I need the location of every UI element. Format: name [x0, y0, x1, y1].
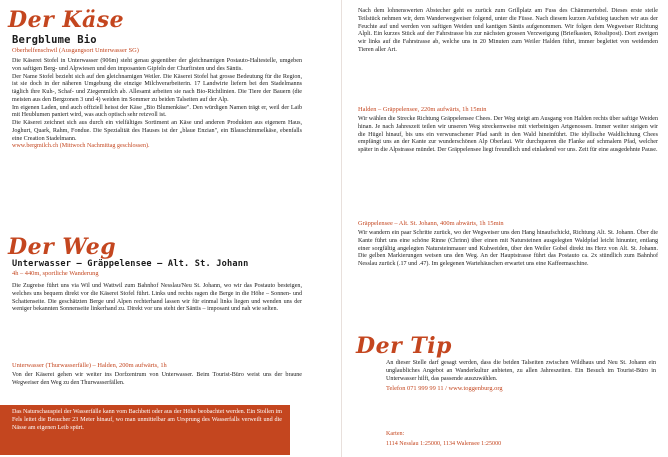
route-heading: Unterwasser – Gräppelensee – Alt. St. Johann — [12, 259, 249, 269]
intro-text: Nach dem lohnenswerten Abstecher geht es zurück zum Grillplatz am Fuss des Chämmertobel. Dieses erste steile Teilstück nehmen wir, dem Wanderwegweiser folgend, unter die Füsse. Nach diesem kurzen Aufstieg tauchen wir aus der Feuchte auf und werden von saftigen Weiden und kantigen Säntis aufgenommen. Wir folgen dem Wegweiser Richtung Alpli. Ein kurzes Stück auf der Fahrstrasse bis zur nächsten grossen Verzweigung (Briefkasten, Rösslipost). Dort zweigen wir links auf die Fahrstrasse ab, welche uns in 20 Minuten zum Weiler Halden führt, immer begleitet von weidenden Tieren aller Art. — [358, 8, 658, 53]
cheese-description — [12, 58, 302, 151]
route-description: Die Zugreise führt uns via Wil und Wattwil zum Bahnhof Nesslau/Neu St. Johann, wo wir das Postauto besteigen, welches uns bequem direkt vor die Käserei Stofel führt. Links und rechts ragen die Berge in die Höhe – Sonnen- und Schattenseite. Die geschätzten Berge und Alpen rechterhand lassen wir für einmal links liegen und wenden uns der weniger bekannten Sonnenseite linkerhand zu. Direkt vor uns steht der Säntis – imposant und nah wie selten. — [12, 283, 302, 313]
section-title-weg: Der Weg — [8, 234, 117, 260]
maps-list: 1114 Nesslau 1:25000, 1134 Walensee 1:25000 — [386, 441, 502, 447]
cheese-paragraph-1: Die Käserei Stofel in Unterwasser (906m) steht genau gegenüber der gleichnamigen Postauto-Haltestelle, umgeben von saftigen Berg- und Alpwiesen und den imposanten Gipfeln der Churfirsten und des Säntis. — [12, 58, 302, 72]
cheese-origin-subheading: Oberhelfenschwil (Ausgangsort Unterwasser SG) — [12, 47, 139, 54]
cheese-paragraph-2: Der Name Stofel bezieht sich auf den gleichnamigen Weiler. Die Käserei Stofel hat grosse Bedeutung für die Region, ist sie doch in der näheren Umgebung die einzige Milchverarbeiterin. 17 Landwirte liefern bei den Stadelmanns täglich ihre Kuh-, Schaf- und Ziegenmilch ab. Allesamt arbeiten sie nach Bio-Richtlinien. Die Tiere der Bauern (die meisten aus den Bergzonen 3 und 4) weiden im Sommer zu beiden Talseiten auf der Alp. — [12, 73, 302, 103]
graeppelensee-heading: Gräppelensee – Alt. St. Johann, 400m abwärts, 1h 15min — [358, 220, 504, 227]
waterfall-highlight-text: Das Naturschauspiel der Wasserfälle kann vom Bachbett oder aus der Höhe beobachtet werden. Ein Stollen im Fels leitet die Besucher 23 Meter hinauf, wo man unmittelbar am Ursprung des Wasserfalls verweilt und die Nässe am eigenen Leib spürt. — [12, 409, 282, 431]
section-title-tip: Der Tip — [356, 333, 452, 359]
cheese-paragraph-4: Die Käserei zeichnet sich aus durch ein vielfältiges Sortiment an Käse und anderen Produkten aus eigenem Haus, Joghurt, Quark, Rahm, Fondue. Die Spezialität des Hauses ist der „blaue Enzian", ein Blauschimmelkäse, ebenfalls eine Creation Stadelmann. — [12, 120, 302, 142]
column-divider — [341, 0, 342, 457]
route-subheading: 4h – 440m, sportliche Wanderung — [12, 270, 99, 277]
cheese-name-heading: Bergblume Bio — [12, 34, 97, 46]
waterfall-highlight-box — [0, 405, 290, 455]
contact-phone-link[interactable]: Telefon 071 999 99 11 / www.toggenburg.org — [386, 385, 503, 392]
halden-text: Wir wählen die Strecke Richtung Gräppelensee Chees. Der Weg steigt am Ausgang von Halden rechts über saftige Weiden hinan. Je nach Jahreszeit teilen wir unseren Weg streckenweise mit vierbeinigen Artgenossen. Immer weiter steigen wir die Hügel hinauf, bis uns ein verwunschener Pfad sanft in den Wald hineinführt. Die idyllische Waldlichtung Chees empfängt uns an der Kante zur wunderschönen Alp Oberlaui. Wir durchqueren die Flanke auf schmalem Pfad, welcher später in die Alpstrasse mündet. Der Gräppelensee liegt freundlich und einladend vor uns. Zeit für eine ausgedehnte Pause. — [358, 116, 658, 153]
graeppelensee-text: Wir wandern ein paar Schritte zurück, wo der Wegweiser uns den Hang hinaufschickt, Richtung Alt. St. Johann. Über die Kante führt uns eine schöne Rinne (Chrinn) über einen mit Natursteinen ausgelegten Waldpfad leicht hinunter, entlang einer sorgfältig angelegten Natursteinmauer und Kuhweiden, über den Weiler Gobel direkt ins Herz von Alt. St. Johann. Die gelben Markierungen weisen uns den Weg. An der Hauptstrasse führt das Postauto ca. 2x stündlich zum Bahnhof Nesslau zurück (.17 und .47). Im gelegenen Wartehäuschen erwartet uns eine Kaffeemaschine. — [358, 230, 658, 267]
halden-heading: Halden – Gräppelensee, 220m aufwärts, 1h 15min — [358, 106, 487, 113]
route-stage-text: Von der Käserei gehen wir weiter ins Dorfzentrum von Unterwasser. Beim Tourist-Büro weist uns der braune Wegweiser den Weg zu den Thurwasserfällen. — [12, 372, 302, 386]
cheese-website-link[interactable]: www.bergmilch.ch (Mittwoch Nachmittag geschlossen). — [12, 143, 150, 150]
cheese-paragraph-3: Im eigenen Laden, und auch offiziell heisst der Käse „Bio Blumenkäse". Den würdigen Namen trägt er, weil der Laib mit Heublumen paniert wird, was auch optisch sehr reizvoll ist. — [12, 104, 302, 119]
maps-label: Karten: — [386, 431, 405, 437]
route-stage-heading: Unterwasser (Thurwasserfälle) – Halden, 200m aufwärts, 1h — [12, 362, 167, 369]
tip-text: An dieser Stelle darf gesagt werden, dass die beiden Talseiten zwischen Wildhaus und Neu St. Johann ein unglaubliches Angebot an Wanderkultur anbieten, zu allen Jahreszeiten. Ein Besuch im Tourist-Büro in Unterwasser hilft, das passende auszuwählen. — [386, 360, 656, 382]
section-title-kaese: Der Käse — [8, 7, 125, 33]
